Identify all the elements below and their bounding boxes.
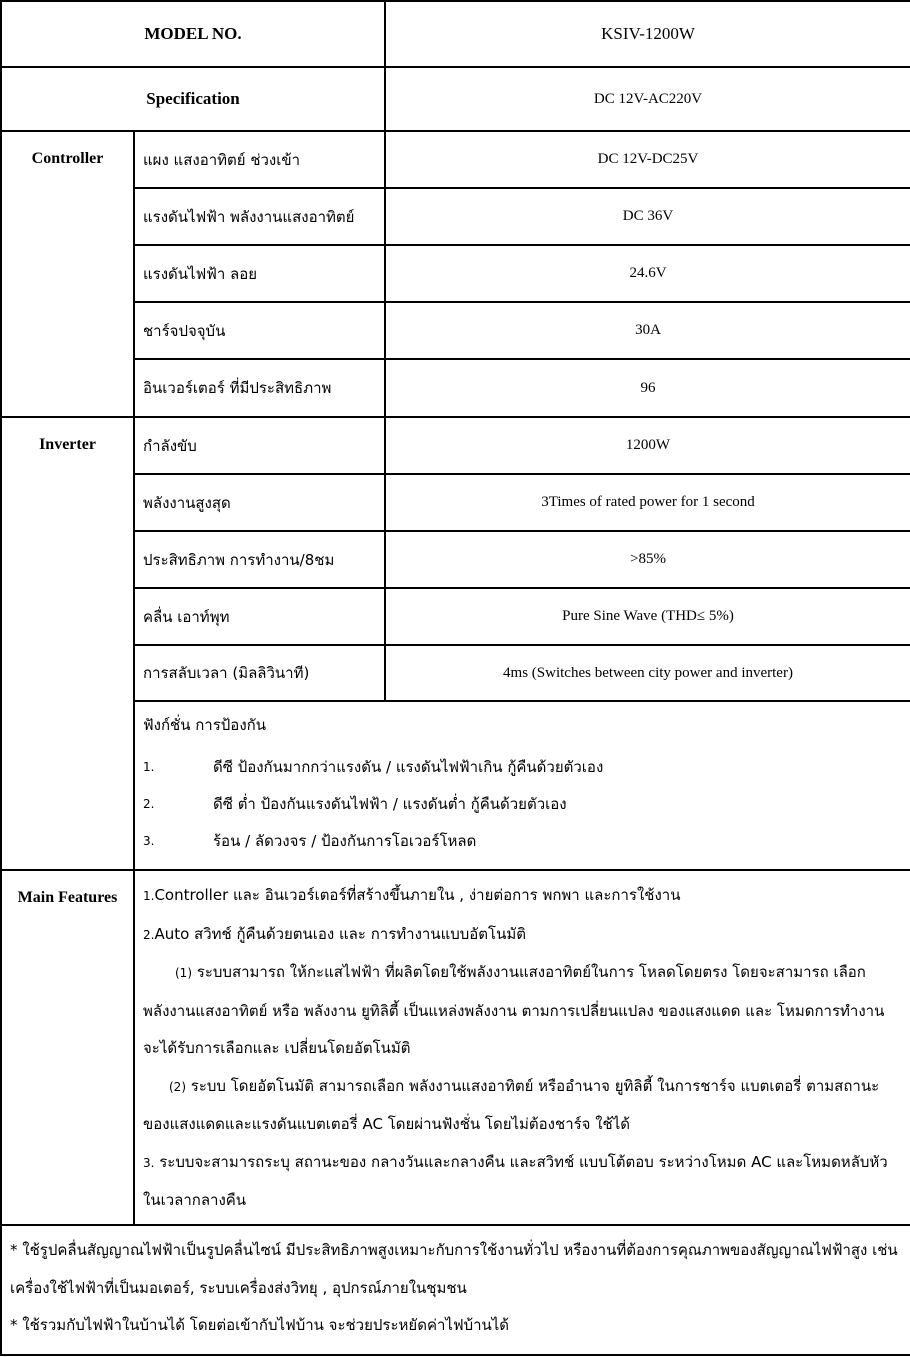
features-cell [134,870,910,1225]
feature-line [143,1144,902,1183]
protection-item-number: 3. [143,833,155,848]
protection-cell [134,701,910,870]
feature-text: ระบบสามารถ ให้กะแสไฟฟ้า ที่ผลิตโดยใช้พลังงานแสงอาทิตย์ในการ โหลดโดยตรง โดยจะสามารถ เลือก [196,963,866,981]
inverter-row [1,645,910,701]
controller-row-label: แรงดันไฟฟ้า พลังงานแสงอาทิตย์ [134,188,385,245]
note-line: เครื่องใช้ไฟฟ้าที่เป็นมอเตอร์, ระบบเครื่องส่งวิทยุ , อุปกรณ์ภายในชุมชน [10,1278,467,1297]
protection-row [1,701,910,870]
feature-text: Controller และ อินเวอร์เตอร์ที่สร้างขึ้นภายใน , ง่ายต่อการ พกพา และการใช้งาน [154,886,681,904]
feature-line: พลังงานแสงอาทิตย์ หรือ พลังงาน ยูทิลิตี้ เป็นแหล่งพลังงาน ตามการเปลี่ยนแปลง ของแสงแดด และ โหมดการทำงาน [143,1001,885,1020]
inverter-row [1,474,910,531]
feature-number: 3. [143,1155,155,1170]
inverter-row [1,417,910,474]
note-line: * ใช้รูปคลื่นสัญญาณไฟฟ้าเป็นรูปคลื่นไซน์ มีประสิทธิภาพสูงเหมาะกับการใช้งานทั่วไป หรืองานที่ต้องการคุณภาพของสัญญาณไฟฟ้าสูง เช่น [10,1241,898,1259]
inverter-row-label: พลังงานสูงสุด [134,474,385,531]
notes-row [1,1225,910,1355]
spec-label: Specification [1,67,385,131]
feature-line [143,916,902,955]
inverter-row-value: >85% [385,531,910,588]
inverter-row [1,588,910,645]
feature-text: ระบบ โดยอัตโนมัติ สามารถเลือก พลังงานแสงอาทิตย์ หรืออำนาจ ยูทิลิตี้ ในการชาร์จ แบตเตอรี่ ตามสถานะ [190,1076,880,1095]
protection-item [143,785,902,822]
inverter-row-value: 1200W [385,417,910,474]
controller-row-value: DC 36V [385,188,910,245]
controller-row [1,188,910,245]
inverter-row-label: กำลังขับ [134,417,385,474]
model-label: MODEL NO. [1,1,385,67]
spec-value: DC 12V-AC220V [385,67,910,131]
controller-row-label: แรงดันไฟฟ้า ลอย [134,245,385,302]
feature-number: (2) [169,1079,186,1094]
note-line: * ใช้รวมกับไฟฟ้าในบ้านได้ โดยต่อเข้ากับไฟบ้าน จะช่วยประหยัดค่าไฟบ้านได้ [10,1316,510,1334]
controller-row-value: DC 12V-DC25V [385,131,910,188]
features-section-label: Main Features [1,870,134,1225]
controller-row [1,245,910,302]
feature-number: 2. [143,927,155,942]
controller-row-value: 24.6V [385,245,910,302]
protection-item [143,748,902,785]
controller-section-label: Controller [1,131,134,417]
inverter-section-label: Inverter [1,417,134,870]
feature-line: ของแสงแดดและแรงดันแบตเตอรี่ AC โดยผ่านฟังชั่น โดยไม่ต้องชาร์จ ใช้ได้ [143,1115,631,1133]
inverter-row-label: การสลับเวลา (มิลลิวินาที) [134,645,385,701]
protection-item-text: ดีซี ป้องกันมากกว่าแรงดัน / แรงดันไฟฟ้าเกิน กู้คืนด้วยตัวเอง [213,757,604,776]
inverter-row-label: คลื่น เอาท์พุท [134,588,385,645]
feature-line [143,877,902,916]
feature-number: (1) [175,966,192,980]
model-row [1,1,910,67]
controller-row [1,359,910,417]
feature-line [143,954,902,993]
protection-item-number: 2. [143,796,155,811]
controller-row-value: 30A [385,302,910,359]
feature-line [143,1068,902,1107]
protection-item-text: ดีซี ต่ำ ป้องกันแรงดันไฟฟ้า / แรงดันต่ำ กู้คืนด้วยตัวเอง [213,794,567,813]
feature-text: Auto สวิทช์ กู้คืนด้วยตนเอง และ การทำงานแบบอัตโนมัติ [154,924,526,943]
protection-item-text: ร้อน / ลัดวงจร / ป้องกันการโอเวอร์โหลด [213,831,477,850]
notes-cell [1,1225,910,1355]
inverter-row-value: 4ms (Switches between city power and inverter) [385,645,910,701]
controller-row [1,302,910,359]
controller-row-label: แผง แสงอาทิตย์ ช่วงเข้า [134,131,385,188]
protection-title: ฟังก์ชั่น การป้องกัน [143,716,266,734]
feature-line: จะได้รับการเลือกและ เปลี่ยนโดยอัตโนมัติ [143,1039,411,1057]
features-row [1,870,910,1225]
model-value: KSIV-1200W [385,1,910,67]
feature-text: ระบบจะสามารถระบุ สถานะของ กลางวันและกลางคืน และสวิทช์ แบบโต้ตอบ ระหว่างโหมด AC และโหมดหลับหัว [159,1152,888,1171]
protection-item-number: 1. [143,759,155,774]
feature-line: ในเวลากลางคืน [143,1191,247,1209]
spec-row [1,67,910,131]
controller-row-value: 96 [385,359,910,417]
controller-row-label: ชาร์จปจจุบัน [134,302,385,359]
inverter-row-label: ประสิทธิภาพ การทำงาน/8ชม [134,531,385,588]
inverter-row [1,531,910,588]
inverter-row-value: Pure Sine Wave (THD≤ 5%) [385,588,910,645]
inverter-row-value: 3Times of rated power for 1 second [385,474,910,531]
feature-number: 1. [143,889,155,903]
controller-row [1,131,910,188]
protection-item [143,822,902,859]
controller-row-label: อินเวอร์เตอร์ ที่มีประสิทธิภาพ [134,359,385,417]
